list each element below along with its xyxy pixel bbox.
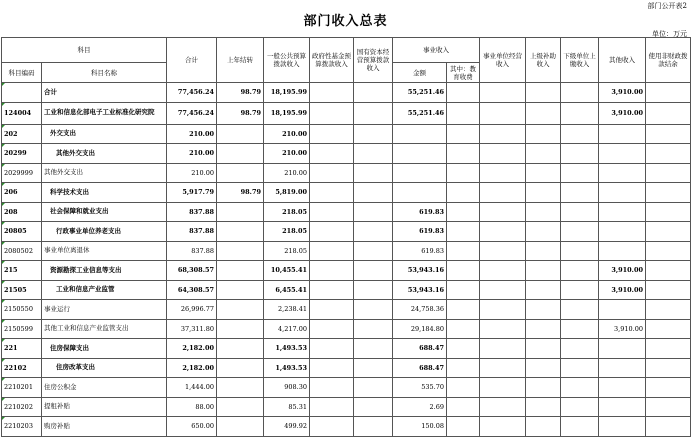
row-code: 215 — [2, 261, 42, 281]
row-total: 837.88 — [167, 222, 217, 242]
row-unit-operation — [480, 261, 526, 281]
header-name: 科目名称 — [42, 63, 167, 83]
row-business-amount: 688.47 — [393, 358, 447, 378]
row-code: 2080502 — [2, 241, 42, 261]
row-state-capital — [354, 183, 393, 203]
table-row — [2, 358, 691, 378]
row-unit-operation — [480, 319, 526, 339]
row-other — [599, 241, 646, 261]
row-carryover — [217, 339, 264, 359]
row-general-budget: 5,819.00 — [264, 183, 310, 203]
row-state-capital — [354, 319, 393, 339]
row-superior-subsidy — [526, 183, 561, 203]
row-code: 2150550 — [2, 300, 42, 320]
row-name: 外交支出 — [42, 124, 167, 144]
row-edu-fee — [447, 280, 480, 300]
row-code: 20805 — [2, 222, 42, 242]
row-state-capital — [354, 378, 393, 398]
row-state-capital — [354, 397, 393, 417]
row-unit-operation — [480, 358, 526, 378]
row-name: 其他外交支出 — [42, 144, 167, 164]
row-total: 88.00 — [167, 397, 217, 417]
row-business-amount — [393, 183, 447, 203]
row-general-budget: 210.00 — [264, 163, 310, 183]
row-total: 77,456.24 — [167, 102, 217, 124]
table-row — [2, 378, 691, 398]
unit-label: 单位：万元 — [652, 30, 687, 38]
row-non-fiscal — [646, 144, 691, 164]
row-superior-subsidy — [526, 417, 561, 437]
row-code: 2210203 — [2, 417, 42, 437]
row-carryover — [217, 261, 264, 281]
row-carryover: 98.79 — [217, 183, 264, 203]
row-other — [599, 163, 646, 183]
row-non-fiscal — [646, 339, 691, 359]
row-unit-operation — [480, 280, 526, 300]
header-subject: 科目 — [2, 38, 167, 63]
row-total: 2,182.00 — [167, 358, 217, 378]
row-business-amount: 150.08 — [393, 417, 447, 437]
row-non-fiscal — [646, 280, 691, 300]
row-name: 事业运行 — [42, 300, 167, 320]
row-edu-fee — [447, 202, 480, 222]
row-non-fiscal — [646, 102, 691, 124]
row-name: 住房公积金 — [42, 378, 167, 398]
row-business-amount: 619.83 — [393, 202, 447, 222]
row-other — [599, 124, 646, 144]
row-total: 210.00 — [167, 144, 217, 164]
row-unit-operation — [480, 102, 526, 124]
row-name: 合计 — [42, 83, 167, 103]
table-row — [2, 241, 691, 261]
row-unit-operation — [480, 339, 526, 359]
row-gov-fund — [310, 144, 354, 164]
row-gov-fund — [310, 378, 354, 398]
row-name: 提租补贴 — [42, 397, 167, 417]
header-total: 合计 — [167, 38, 217, 83]
row-total: 837.88 — [167, 202, 217, 222]
row-carryover — [217, 124, 264, 144]
table-row — [2, 144, 691, 164]
row-gov-fund — [310, 319, 354, 339]
row-superior-subsidy — [526, 358, 561, 378]
row-non-fiscal — [646, 241, 691, 261]
row-general-budget: 218.05 — [264, 222, 310, 242]
row-superior-subsidy — [526, 261, 561, 281]
row-code: 2150599 — [2, 319, 42, 339]
row-unit-operation — [480, 202, 526, 222]
row-superior-subsidy — [526, 280, 561, 300]
row-name: 事业单位离退休 — [42, 241, 167, 261]
row-edu-fee — [447, 83, 480, 103]
row-gov-fund — [310, 417, 354, 437]
row-unit-operation — [480, 183, 526, 203]
row-gov-fund — [310, 358, 354, 378]
row-general-budget: 6,455.41 — [264, 280, 310, 300]
row-superior-subsidy — [526, 124, 561, 144]
table-row — [2, 202, 691, 222]
row-superior-subsidy — [526, 83, 561, 103]
row-non-fiscal — [646, 300, 691, 320]
row-unit-operation — [480, 378, 526, 398]
row-carryover — [217, 144, 264, 164]
row-non-fiscal — [646, 358, 691, 378]
row-edu-fee — [447, 417, 480, 437]
row-total: 210.00 — [167, 163, 217, 183]
row-business-amount: 2.69 — [393, 397, 447, 417]
row-total: 68,308.57 — [167, 261, 217, 281]
row-total: 1,444.00 — [167, 378, 217, 398]
table-row — [2, 163, 691, 183]
row-other: 3,910.00 — [599, 280, 646, 300]
row-superior-subsidy — [526, 397, 561, 417]
row-subordinate — [561, 144, 599, 164]
row-other — [599, 183, 646, 203]
row-carryover — [217, 163, 264, 183]
row-general-budget: 2,238.41 — [264, 300, 310, 320]
row-business-amount: 24,758.36 — [393, 300, 447, 320]
row-gov-fund — [310, 163, 354, 183]
row-general-budget: 908.30 — [264, 378, 310, 398]
row-code — [2, 83, 42, 103]
row-general-budget: 218.05 — [264, 202, 310, 222]
row-general-budget: 210.00 — [264, 124, 310, 144]
row-edu-fee — [447, 163, 480, 183]
row-state-capital — [354, 124, 393, 144]
row-edu-fee — [447, 241, 480, 261]
header-amount: 金额 — [393, 63, 447, 83]
row-carryover — [217, 397, 264, 417]
row-name: 科学技术支出 — [42, 183, 167, 203]
row-business-amount: 619.83 — [393, 222, 447, 242]
row-code: 202 — [2, 124, 42, 144]
row-total: 26,996.77 — [167, 300, 217, 320]
row-gov-fund — [310, 222, 354, 242]
row-total: 837.88 — [167, 241, 217, 261]
row-state-capital — [354, 417, 393, 437]
row-other — [599, 339, 646, 359]
row-business-amount: 29,184.80 — [393, 319, 447, 339]
row-superior-subsidy — [526, 202, 561, 222]
row-general-budget: 1,493.53 — [264, 339, 310, 359]
row-superior-subsidy — [526, 163, 561, 183]
row-total: 64,308.57 — [167, 280, 217, 300]
row-subordinate — [561, 300, 599, 320]
table-row — [2, 300, 691, 320]
row-carryover — [217, 280, 264, 300]
header-gov-fund: 政府性基金预算拨款收入 — [310, 38, 354, 83]
row-superior-subsidy — [526, 300, 561, 320]
row-non-fiscal — [646, 124, 691, 144]
row-unit-operation — [480, 163, 526, 183]
header-carryover: 上年结转 — [217, 38, 264, 83]
row-other — [599, 358, 646, 378]
row-gov-fund — [310, 183, 354, 203]
income-table — [1, 37, 691, 437]
table-row — [2, 339, 691, 359]
row-subordinate — [561, 102, 599, 124]
row-unit-operation — [480, 300, 526, 320]
row-state-capital — [354, 163, 393, 183]
row-general-budget: 210.00 — [264, 144, 310, 164]
header-unit-operation: 事业单位经营收入 — [480, 38, 526, 83]
row-non-fiscal — [646, 163, 691, 183]
row-superior-subsidy — [526, 339, 561, 359]
table-row — [2, 397, 691, 417]
row-edu-fee — [447, 183, 480, 203]
row-other — [599, 222, 646, 242]
row-state-capital — [354, 339, 393, 359]
row-name: 资源勘探工业信息等支出 — [42, 261, 167, 281]
row-general-budget: 4,217.00 — [264, 319, 310, 339]
row-non-fiscal — [646, 222, 691, 242]
row-state-capital — [354, 144, 393, 164]
row-general-budget: 18,195.99 — [264, 102, 310, 124]
row-subordinate — [561, 280, 599, 300]
row-state-capital — [354, 300, 393, 320]
row-carryover — [217, 241, 264, 261]
row-code: 2210201 — [2, 378, 42, 398]
row-name: 住房保障支出 — [42, 339, 167, 359]
header-subordinate: 下级单位上缴收入 — [561, 38, 599, 83]
header-business-income: 事业收入 — [393, 38, 480, 63]
row-state-capital — [354, 222, 393, 242]
row-total: 210.00 — [167, 124, 217, 144]
row-general-budget: 18,195.99 — [264, 83, 310, 103]
row-other: 3,910.00 — [599, 102, 646, 124]
row-total: 5,917.79 — [167, 183, 217, 203]
row-non-fiscal — [646, 183, 691, 203]
row-other — [599, 397, 646, 417]
table-row — [2, 261, 691, 281]
row-subordinate — [561, 183, 599, 203]
header-other: 其他收入 — [599, 38, 646, 83]
row-state-capital — [354, 261, 393, 281]
row-other: 3,910.00 — [599, 83, 646, 103]
row-general-budget: 10,455.41 — [264, 261, 310, 281]
row-total: 650.00 — [167, 417, 217, 437]
row-subordinate — [561, 339, 599, 359]
row-unit-operation — [480, 222, 526, 242]
table-row — [2, 319, 691, 339]
row-unit-operation — [480, 241, 526, 261]
row-code: 20299 — [2, 144, 42, 164]
row-state-capital — [354, 241, 393, 261]
row-subordinate — [561, 397, 599, 417]
row-gov-fund — [310, 280, 354, 300]
header-code: 科目编码 — [2, 63, 42, 83]
row-non-fiscal — [646, 202, 691, 222]
row-carryover — [217, 417, 264, 437]
row-unit-operation — [480, 124, 526, 144]
row-code: 2210202 — [2, 397, 42, 417]
row-subordinate — [561, 124, 599, 144]
row-subordinate — [561, 358, 599, 378]
row-general-budget: 218.05 — [264, 241, 310, 261]
row-total: 37,311.80 — [167, 319, 217, 339]
table-row — [2, 222, 691, 242]
row-code: 22102 — [2, 358, 42, 378]
row-business-amount — [393, 124, 447, 144]
row-superior-subsidy — [526, 102, 561, 124]
row-state-capital — [354, 280, 393, 300]
table-row — [2, 417, 691, 437]
row-subordinate — [561, 163, 599, 183]
row-other — [599, 202, 646, 222]
row-name: 其他外交支出 — [42, 163, 167, 183]
row-gov-fund — [310, 83, 354, 103]
page-title: 部门收入总表 — [303, 14, 388, 29]
row-subordinate — [561, 417, 599, 437]
row-other: 3,910.00 — [599, 261, 646, 281]
row-edu-fee — [447, 222, 480, 242]
table-row — [2, 280, 691, 300]
row-name: 其他工业和信息产业监管支出 — [42, 319, 167, 339]
row-other: 3,910.00 — [599, 319, 646, 339]
row-non-fiscal — [646, 397, 691, 417]
row-edu-fee — [447, 144, 480, 164]
row-gov-fund — [310, 339, 354, 359]
row-other — [599, 144, 646, 164]
row-name: 工业和信息产业监管 — [42, 280, 167, 300]
row-carryover: 98.79 — [217, 102, 264, 124]
row-carryover — [217, 300, 264, 320]
row-superior-subsidy — [526, 241, 561, 261]
row-name: 工业和信息化部电子工业标准化研究院 — [42, 102, 167, 124]
header-state-capital: 国有资本经营预算拨款收入 — [354, 38, 393, 83]
row-name: 社会保障和就业支出 — [42, 202, 167, 222]
row-gov-fund — [310, 202, 354, 222]
row-name: 购房补贴 — [42, 417, 167, 437]
row-business-amount: 53,943.16 — [393, 261, 447, 281]
row-edu-fee — [447, 102, 480, 124]
row-gov-fund — [310, 261, 354, 281]
row-subordinate — [561, 222, 599, 242]
row-business-amount: 688.47 — [393, 339, 447, 359]
row-subordinate — [561, 319, 599, 339]
row-business-amount: 619.83 — [393, 241, 447, 261]
table-row — [2, 83, 691, 103]
row-superior-subsidy — [526, 222, 561, 242]
row-subordinate — [561, 202, 599, 222]
row-state-capital — [354, 202, 393, 222]
form-number: 部门公开表2 — [647, 2, 687, 10]
row-subordinate — [561, 83, 599, 103]
row-general-budget: 499.92 — [264, 417, 310, 437]
row-name: 住房改革支出 — [42, 358, 167, 378]
row-unit-operation — [480, 397, 526, 417]
table-row — [2, 124, 691, 144]
row-state-capital — [354, 83, 393, 103]
row-carryover — [217, 378, 264, 398]
row-unit-operation — [480, 83, 526, 103]
row-business-amount: 53,943.16 — [393, 280, 447, 300]
row-gov-fund — [310, 124, 354, 144]
row-carryover — [217, 358, 264, 378]
row-business-amount: 55,251.46 — [393, 83, 447, 103]
row-edu-fee — [447, 397, 480, 417]
row-state-capital — [354, 102, 393, 124]
row-edu-fee — [447, 339, 480, 359]
header-general-budget: 一般公共预算拨款收入 — [264, 38, 310, 83]
row-carryover — [217, 202, 264, 222]
row-code: 2029999 — [2, 163, 42, 183]
row-non-fiscal — [646, 319, 691, 339]
row-unit-operation — [480, 417, 526, 437]
row-edu-fee — [447, 300, 480, 320]
row-gov-fund — [310, 102, 354, 124]
row-code: 221 — [2, 339, 42, 359]
row-edu-fee — [447, 319, 480, 339]
row-business-amount: 535.70 — [393, 378, 447, 398]
row-edu-fee — [447, 261, 480, 281]
row-superior-subsidy — [526, 144, 561, 164]
row-business-amount — [393, 163, 447, 183]
row-unit-operation — [480, 144, 526, 164]
row-subordinate — [561, 241, 599, 261]
row-other — [599, 378, 646, 398]
row-general-budget: 1,493.53 — [264, 358, 310, 378]
row-code: 206 — [2, 183, 42, 203]
row-non-fiscal — [646, 378, 691, 398]
row-carryover — [217, 222, 264, 242]
row-other — [599, 417, 646, 437]
row-other — [599, 300, 646, 320]
row-name: 行政事业单位养老支出 — [42, 222, 167, 242]
row-gov-fund — [310, 300, 354, 320]
row-carryover: 98.79 — [217, 83, 264, 103]
row-edu-fee — [447, 124, 480, 144]
row-non-fiscal — [646, 261, 691, 281]
header-edu-fee: 其中：教育收费 — [447, 63, 480, 83]
table-row — [2, 183, 691, 203]
row-gov-fund — [310, 241, 354, 261]
row-state-capital — [354, 358, 393, 378]
row-non-fiscal — [646, 83, 691, 103]
row-business-amount — [393, 144, 447, 164]
row-carryover — [217, 319, 264, 339]
row-non-fiscal — [646, 417, 691, 437]
header-non-fiscal: 使用非财政拨款结余 — [646, 38, 691, 83]
row-code: 208 — [2, 202, 42, 222]
row-code: 124004 — [2, 102, 42, 124]
row-gov-fund — [310, 397, 354, 417]
table-row — [2, 102, 691, 124]
row-general-budget: 85.31 — [264, 397, 310, 417]
row-total: 77,456.24 — [167, 83, 217, 103]
row-edu-fee — [447, 378, 480, 398]
row-business-amount: 55,251.46 — [393, 102, 447, 124]
row-subordinate — [561, 261, 599, 281]
row-edu-fee — [447, 358, 480, 378]
row-superior-subsidy — [526, 319, 561, 339]
header-superior-subsidy: 上级补助收入 — [526, 38, 561, 83]
row-total: 2,182.00 — [167, 339, 217, 359]
row-subordinate — [561, 378, 599, 398]
row-superior-subsidy — [526, 378, 561, 398]
row-code: 21505 — [2, 280, 42, 300]
